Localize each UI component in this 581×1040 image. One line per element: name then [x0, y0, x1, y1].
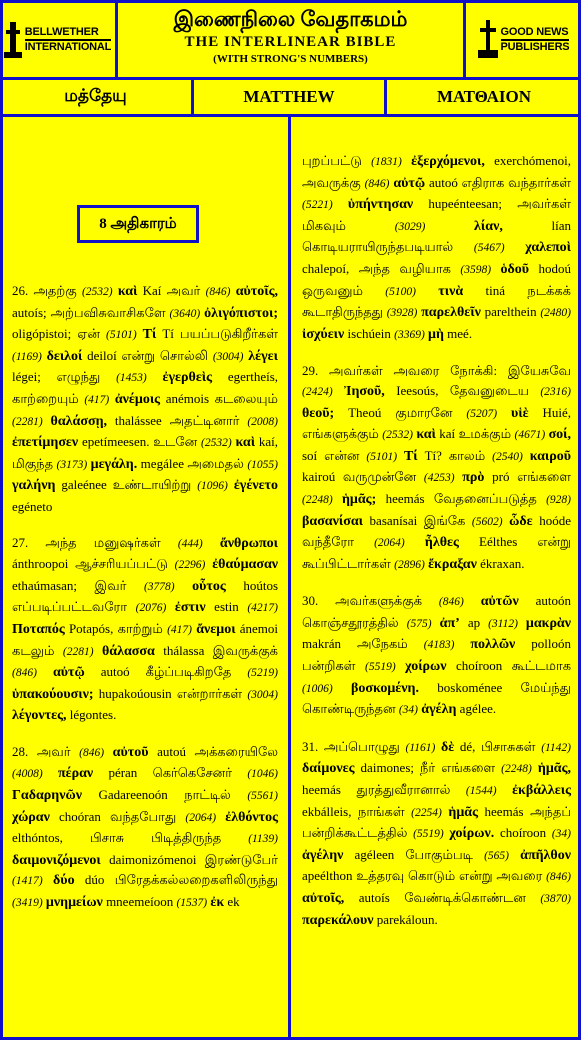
verse-text: epetímeesen. உடனே	[78, 434, 202, 450]
strongs-number: (2281)	[12, 415, 43, 428]
greek-word: παρελθεῖν	[421, 305, 481, 321]
strongs-number: (5101)	[366, 450, 398, 463]
greek-word: δαίμονες	[302, 761, 355, 777]
strongs-number: (2532)	[382, 429, 413, 442]
verse-text	[396, 658, 405, 673]
verse-text: légei; எழுந்து	[12, 369, 117, 385]
verse-text: deiloí என்று சொல்லி	[82, 347, 213, 363]
greek-word: ἐστιν	[174, 600, 206, 616]
verse-text	[497, 782, 513, 797]
greek-word: καιροῦ	[529, 448, 571, 464]
strongs-number: (5101)	[105, 329, 137, 342]
bellwether-logo	[0, 0, 118, 80]
title-english: THE INTERLINEAR BIBLE	[184, 34, 397, 50]
greek-word: καὶ	[235, 435, 256, 451]
verse-text: chalepoí, அந்த வழியாக	[302, 260, 461, 276]
verse-text: exerchómenoi, அவருக்கு	[302, 153, 572, 190]
greek-word: χοίρων.	[449, 826, 495, 842]
verse-text	[397, 448, 404, 463]
verse-text: anémois கடலையும்	[160, 390, 278, 406]
strongs-number: (4671)	[514, 429, 546, 442]
verse-text	[497, 405, 511, 420]
verse-text: megálee அமைதல்	[137, 455, 248, 471]
verse-text	[432, 615, 440, 630]
greek-word: βασανίσαι	[302, 513, 363, 529]
strongs-number: (4008)	[12, 768, 43, 781]
greek-word: αὐτοῦ	[112, 744, 149, 760]
greek-word: αὐτῶν	[480, 594, 519, 610]
good-news-logo	[463, 0, 581, 80]
verse-text: pró எங்களை	[484, 469, 571, 485]
verse-text: thalássee அதட்டினார்	[107, 412, 248, 428]
verse-text	[43, 413, 51, 428]
strongs-number: (3004)	[247, 688, 278, 701]
strongs-number: (444)	[177, 537, 203, 550]
verse-text: apeélthon உத்தரவு கொடும் என்று அவரை	[302, 868, 547, 884]
strongs-number: (5100)	[385, 285, 416, 298]
verse-text: Theoú குமாரனே	[334, 404, 467, 420]
logo-right-line2: PUBLISHERS	[500, 41, 570, 53]
greek-word: πρὸ	[462, 470, 485, 486]
strongs-number: (3029)	[394, 220, 426, 233]
verse-text: agéleen போகும்படி	[343, 846, 485, 862]
verse-text: péran கெர்கெசேனர்	[93, 765, 248, 781]
verse-text: ékraxan.	[476, 555, 525, 571]
strongs-number: (3870)	[540, 893, 571, 905]
greek-word: ἄνθρωποι	[219, 535, 279, 551]
greek-word: ἡμᾶς	[448, 804, 478, 820]
verse-text: heemás அந்தப் பன்றிக்கூட்டத்தில்	[302, 803, 572, 841]
title-tamil: இணைநிலை வேதாகமம்	[173, 7, 408, 31]
logo-left-line2: INTERNATIONAL	[24, 41, 112, 53]
greek-word: ὧδε	[509, 513, 533, 529]
strongs-number: (1537)	[176, 897, 208, 910]
verse-text: ap	[459, 614, 489, 630]
greek-word: οὗτος	[192, 578, 226, 594]
title-block	[118, 0, 463, 80]
verse-text	[416, 283, 438, 298]
greek-word: μνημείων	[45, 895, 103, 911]
strongs-number: (2254)	[411, 806, 442, 819]
strongs-number: (2008)	[247, 415, 278, 428]
greek-word: μὴ	[428, 326, 444, 342]
verse-paragraph	[302, 361, 571, 575]
greek-word: ὑπήντησαν	[347, 197, 414, 213]
greek-word: δαιμονιζόμενοι	[12, 852, 101, 868]
greek-word: γαλήνη	[12, 478, 56, 494]
verse-text: hodoú ஒருவனும்	[302, 260, 571, 298]
verse-text: parelthein	[480, 304, 541, 320]
verse-text: Gadareenoón நாட்டில்	[82, 787, 248, 803]
greek-word: ἐθαύμασαν	[212, 557, 279, 573]
verse-text	[216, 809, 225, 824]
verse-text: polloón பன்றிகள்	[302, 636, 572, 674]
verse-text: soí என்ன	[302, 447, 367, 463]
verse-text: agélee.	[456, 701, 497, 717]
greek-word: αὐτοῖς,	[302, 891, 345, 906]
strongs-number: (1139)	[248, 833, 278, 846]
verse-text: heemás துரத்துவீரானால்	[302, 782, 466, 798]
strongs-number: (3928)	[386, 307, 418, 320]
book-name-english: MATTHEW	[194, 80, 387, 114]
verse-text: oligópistoi; ஏன்	[12, 326, 106, 342]
strongs-number: (575)	[406, 617, 432, 630]
strongs-number: (846)	[12, 667, 37, 680]
strongs-number: (846)	[364, 177, 390, 190]
strongs-number: (5519)	[413, 828, 444, 841]
verse-text: autoó கீழ்ப்படிகிறதே	[84, 664, 248, 680]
right-verses	[302, 151, 571, 930]
strongs-number: (4253)	[423, 472, 455, 485]
header	[0, 0, 581, 80]
verse-text: dúo பிரேதக்கல்லறைகளிலிருந்து	[74, 872, 278, 888]
verse-paragraph	[12, 742, 278, 914]
logo-right-line1: GOOD NEWS	[501, 26, 570, 41]
verse-text: kairoú வருமுன்னே	[302, 469, 424, 485]
greek-word: δύο	[53, 873, 75, 889]
strongs-number: (2296)	[174, 559, 206, 572]
greek-word: ἐγένετο	[233, 478, 279, 494]
greek-word: ἔκραξαν	[428, 556, 477, 572]
strongs-number: (2896)	[394, 558, 425, 571]
greek-word: ἐκβάλλεις	[512, 783, 571, 799]
sheep-emblem-icon	[4, 20, 22, 60]
strongs-number: (4183)	[423, 639, 455, 652]
verse-text: hupeénteesan; அவர்கள் மிகவும்	[302, 196, 572, 233]
greek-word: λίαν,	[474, 218, 503, 234]
strongs-number: (34)	[551, 828, 571, 841]
verse-text	[94, 643, 102, 658]
verse-text	[333, 680, 351, 695]
verse-text	[147, 369, 163, 384]
strongs-number: (1417)	[12, 875, 43, 888]
verse-text: makrán அநேகம்	[302, 636, 424, 652]
verse-text: Tí பயப்படுகிறீர்கள்	[156, 326, 279, 342]
verse-text: légontes.	[66, 707, 117, 723]
strongs-number: (1169)	[12, 350, 42, 363]
strongs-number: (4217)	[247, 602, 278, 615]
greek-word: ἰσχύειν	[302, 326, 345, 342]
greek-word: ἐξερχόμενοι,	[411, 154, 485, 169]
verse-text	[505, 239, 526, 254]
verse-text	[518, 615, 526, 630]
greek-word: ἡμᾶς,	[537, 761, 572, 777]
title-subtitle: (WITH STRONG'S NUMBERS)	[213, 53, 368, 65]
verse-text: Potapós, காற்றும்	[64, 620, 168, 636]
greek-word: ὑπακούουσιν;	[12, 686, 94, 702]
verse-text: kaí உமக்கும்	[435, 426, 515, 442]
verse-text: 30. அவர்களுக்குக்	[302, 593, 439, 609]
verse-text	[402, 153, 411, 168]
greek-word: ἀνέμοις	[114, 391, 161, 407]
verse-text: autoón கொஞ்சதூரத்தில்	[302, 593, 571, 630]
verse-text: Ieesoús, தேவனுடைய	[384, 382, 541, 398]
verse-text: autoú அக்கரையிலே	[148, 743, 279, 759]
greek-word: χαλεποὶ	[525, 240, 571, 256]
verse-text	[509, 847, 520, 862]
greek-word: ἐλθόντος	[225, 809, 279, 825]
verse-text: autoó எதிராக வந்தார்கள்	[425, 174, 572, 190]
strongs-number: (2316)	[540, 385, 571, 398]
strongs-number: (5207)	[466, 407, 498, 420]
logo-left-line1: BELLWETHER	[25, 26, 111, 41]
verse-text: Kaí அவர்	[137, 283, 206, 298]
greek-word: ἡμᾶς;	[341, 491, 377, 507]
greek-word: λέγει	[248, 348, 278, 364]
verse-text	[523, 448, 530, 463]
greek-word: Τί	[142, 327, 157, 343]
greek-word: Τί	[403, 448, 418, 464]
greek-word: αὐτοῖς,	[235, 284, 278, 299]
greek-word: αὐτῷ	[393, 175, 426, 191]
greek-word: παρεκάλουν	[302, 912, 374, 928]
verse-text: ánemoi கடலும்	[12, 620, 279, 658]
verse-text: egéneto	[12, 498, 53, 514]
strongs-number: (3369)	[394, 328, 425, 341]
greek-word: χώραν	[12, 809, 50, 825]
strongs-number: (1096)	[197, 480, 228, 493]
verse-text	[333, 196, 348, 211]
verse-text: tiná நடக்கக் கூடாதிருந்தது	[302, 282, 571, 320]
strongs-number: (846)	[205, 286, 231, 298]
greek-word: ἐπετίμησεν	[12, 435, 79, 451]
verse-text: autoís வேண்டிக்கொண்டன	[344, 890, 541, 905]
strongs-number: (5519)	[365, 661, 396, 674]
verse-text: autoís; அற்பவிசுவாசிகளே	[12, 304, 170, 320]
verse-text: estin	[205, 599, 248, 615]
greek-word: αὐτῷ	[52, 665, 85, 681]
verse-text: meé.	[443, 325, 473, 341]
verse-text: Tí? காலம்	[417, 447, 493, 463]
book-name-greek: ΜΑΤΘΑΙΟΝ	[436, 87, 532, 106]
verse-text	[43, 765, 58, 780]
greek-word: θεοῦ;	[302, 405, 335, 421]
verse-paragraph	[12, 533, 278, 726]
strongs-number: (846)	[438, 596, 464, 609]
greek-word: δὲ	[440, 739, 455, 755]
verse-text: galeénee உண்டாயிற்று	[55, 477, 198, 493]
greek-word: ἦλθες	[424, 535, 459, 551]
verse-text	[203, 535, 220, 550]
strongs-number: (2064)	[374, 537, 405, 550]
verse-paragraph	[12, 281, 278, 517]
strongs-number: (1831)	[371, 156, 402, 168]
verse-text	[454, 636, 470, 651]
verse-text: daimones; நீர் எங்களை	[354, 760, 502, 776]
greek-word: καὶ	[416, 427, 436, 443]
verse-text: kaí, மிகுந்த	[12, 434, 278, 471]
verse-paragraph	[302, 151, 571, 345]
verse-text: choíroon	[494, 825, 552, 841]
verse-text: daimonizómenoi இரண்டுபேர்	[100, 851, 278, 867]
strongs-number: (1453)	[116, 372, 147, 385]
verse-text: hupakoúousin என்றார்கள்	[93, 685, 248, 701]
strongs-number: (3598)	[460, 263, 492, 276]
greek-word: ἐκ	[210, 895, 225, 911]
strongs-number: (3640)	[169, 307, 201, 320]
greek-word: βοσκομένη.	[350, 680, 419, 696]
strongs-number: (1055)	[247, 458, 278, 471]
greek-word: ὁδοῦ	[500, 261, 530, 277]
strongs-number: (5561)	[247, 790, 278, 803]
strongs-number: (2480)	[540, 307, 571, 320]
strongs-number: (5602)	[471, 515, 503, 528]
greek-word: ἀπῆλθον	[520, 847, 571, 863]
verse-text: Eélthes என்று கூப்பிட்டார்கள்	[302, 534, 571, 571]
book-name-tamil: மத்தேயு	[0, 80, 194, 114]
verse-text	[464, 593, 481, 608]
strongs-number: (3004)	[212, 350, 244, 363]
verse-text: heemás வேதனைப்படுத்த	[376, 490, 547, 506]
greek-word: λέγοντες,	[12, 708, 67, 724]
strongs-number: (2076)	[135, 602, 167, 615]
verse-text	[166, 599, 175, 614]
greek-word: καὶ	[117, 284, 138, 299]
verse-text: 27. அந்த மனுஷர்கள்	[12, 534, 178, 550]
verse-text: ek	[224, 894, 240, 910]
greek-word: χοίρων	[405, 659, 447, 675]
strongs-number: (417)	[84, 393, 110, 406]
verse-text: hoóde வந்தீரோ	[302, 512, 571, 550]
greek-word: ἄνεμοι	[196, 621, 236, 637]
greek-word: μεγάλη.	[90, 456, 138, 472]
greek-word: πολλῶν	[470, 637, 516, 653]
verse-text: choíroon கூட்டமாக	[446, 658, 572, 674]
verse-text	[104, 744, 113, 759]
greek-word: τινὰ	[438, 283, 464, 299]
strongs-number: (846)	[79, 746, 105, 759]
verse-text: 28. அவர்	[12, 743, 80, 759]
strongs-number: (34)	[398, 704, 418, 717]
strongs-number: (3173)	[56, 458, 88, 471]
strongs-number: (2281)	[62, 645, 94, 658]
verse-text: egertheís, காற்றையும்	[12, 369, 279, 406]
verse-text: lían கொடியராயிருந்தபடியால்	[302, 217, 571, 255]
greek-word: ἀγέλη	[421, 702, 457, 718]
verse-text	[333, 383, 344, 398]
verse-text	[43, 872, 53, 887]
verse-text	[405, 534, 425, 549]
left-column	[0, 117, 291, 1040]
strongs-number: (1142)	[541, 741, 571, 754]
left-verses	[12, 281, 278, 914]
strongs-number: (928)	[546, 493, 572, 506]
verse-text: choóran வந்தபோது	[49, 808, 186, 824]
greek-word: Γαδαρηνῶν	[12, 788, 82, 804]
greek-word: ἀπ’	[439, 615, 460, 631]
verse-text: boskoménee மேய்ந்து கொண்டிருந்தன	[302, 679, 572, 717]
strongs-number: (2424)	[302, 385, 333, 398]
greek-word: Ἰησοῦ,	[344, 383, 385, 399]
verse-text: ánthroopoi ஆச்சரியப்பட்டு	[12, 556, 175, 572]
strongs-number: (5219)	[247, 667, 278, 680]
right-column	[291, 117, 581, 1040]
verse-text	[175, 578, 193, 593]
book-title-bar	[0, 80, 581, 117]
greek-word: θαλάσσῃ,	[50, 413, 108, 429]
verse-text: dé, பிசாசுகள்	[454, 738, 542, 754]
greek-word: σοί,	[548, 427, 572, 443]
greek-word: Ποταπός	[12, 621, 65, 637]
strongs-number: (1161)	[405, 741, 436, 754]
greek-word: ἀγέλην	[302, 847, 344, 863]
strongs-number: (1544)	[465, 785, 497, 798]
verse-text: 26. அதற்கு	[12, 283, 82, 298]
greek-word: ὀλιγόπιστοι;	[204, 305, 278, 321]
verse-text	[491, 261, 500, 276]
greek-word: πέραν	[57, 766, 94, 782]
greek-word: θάλασσα	[101, 643, 155, 659]
strongs-number: (3419)	[12, 897, 43, 910]
chapter-heading: 8 அதிகாரம்	[77, 205, 199, 243]
verse-text: Huié, எங்களுக்கும்	[302, 404, 571, 442]
strongs-number: (2532)	[81, 286, 113, 298]
strongs-number: (5467)	[473, 242, 505, 255]
verse-text: hoútos எப்படிப்பட்டவரோ	[12, 577, 279, 615]
verse-text: parekáloun.	[373, 911, 438, 927]
verse-text	[425, 218, 474, 233]
strongs-number: (2064)	[185, 811, 217, 824]
verse-text: ischúein	[344, 325, 395, 341]
cross-emblem-icon	[478, 20, 498, 60]
verse-text: ekbálleis, நாங்கள்	[302, 803, 412, 819]
greek-word: μακρὰν	[525, 615, 572, 631]
strongs-number: (5221)	[302, 199, 333, 212]
verse-text: ethaúmasan; இவர்	[12, 577, 144, 593]
verse-text: mneemeíoon	[102, 894, 177, 910]
greek-word: ἐγερθεὶς	[162, 370, 213, 386]
verse-text	[333, 491, 342, 506]
strongs-number: (2532)	[201, 437, 232, 450]
verse-text: 29. அவர்கள் அவரை நோக்கி: இயேசுவே	[302, 363, 571, 379]
verse-text	[37, 664, 53, 679]
strongs-number: (2540)	[492, 450, 523, 463]
strongs-number: (3778)	[143, 580, 175, 593]
strongs-number: (2248)	[302, 493, 333, 506]
verse-text: 31. அப்பொழுது	[302, 738, 406, 754]
strongs-number: (1046)	[247, 768, 279, 781]
strongs-number: (3112)	[488, 617, 518, 630]
verse-text: புறப்பட்டு	[302, 153, 372, 168]
strongs-number: (846)	[546, 871, 571, 884]
verse-paragraph	[302, 591, 571, 721]
strongs-number: (417)	[167, 623, 192, 636]
strongs-number: (565)	[484, 849, 510, 862]
greek-word: υἱὲ	[510, 405, 529, 421]
verse-text: basanísai இங்கே	[362, 512, 472, 528]
verse-paragraph	[302, 737, 571, 930]
strongs-number: (2248)	[501, 763, 532, 776]
strongs-number: (1006)	[302, 682, 333, 695]
verse-text: thálassa இவருக்குக்	[154, 642, 278, 658]
greek-word: δειλοί	[46, 348, 83, 364]
verse-text: elthóntos, பிசாசு பிடித்திருந்த	[12, 830, 249, 846]
